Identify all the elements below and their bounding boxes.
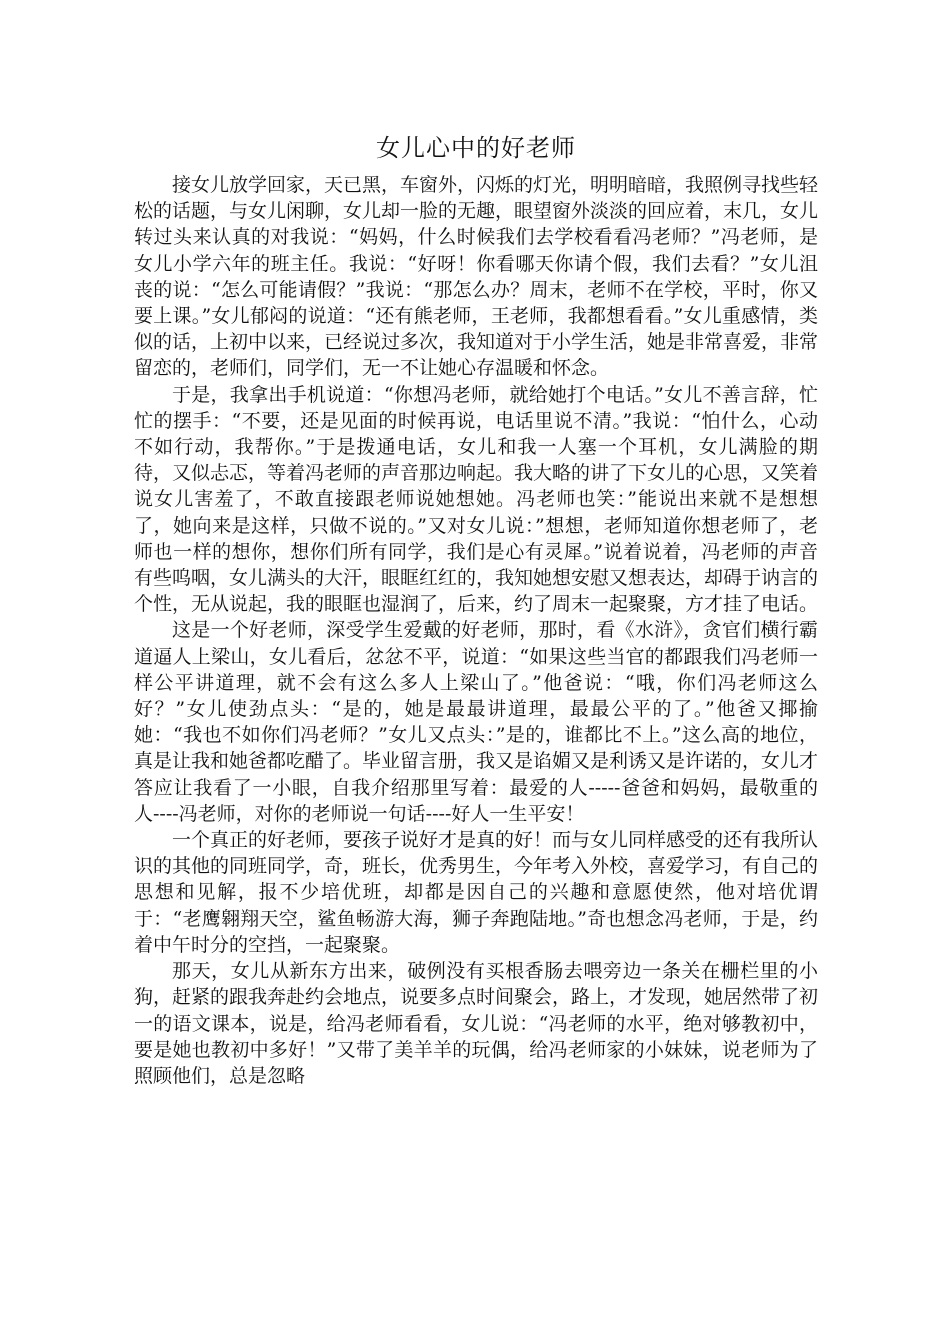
paragraph: 于是，我拿出手机说道：“你想冯老师，就给她打个电话。”女儿不善言辞，忙忙的摆手：“不要，还是见面的时候再说，电话里说不清。”我说：“怕什么，心动不如行动，我帮你。”于是拨通电话，女儿和我一人塞一个耳机，女儿满脸的期待，又似忐忑，等着冯老师的声音那边响起。我大略的讲了下女儿的心思，又笑着说女儿害羞了，不敢直接跟老师说她想她。冯老师也笑：”能说出来就不是想想了，她向来是这样，只做不说的。”又对女儿说：”想想，老师知道你想老师了，老师也一样的想你，想你们所有同学，我们是心有灵犀。”说着说着，冯老师的声音有些呜咽，女儿满头的大汗，眼眶红红的，我知她想安慰又想表达，却碍于讷言的个性，无从说起，我的眼眶也湿润了，后来，约了周末一起聚聚，方才挂了电话。 [134, 383, 819, 616]
paragraph: 那天，女儿从新东方出来，破例没有买根香肠去喂旁边一条关在栅栏里的小狗，赶紧的跟我奔赴约会地点，说要多点时间聚会，路上，才发现，她居然带了初一的语文课本，说是，给冯老师看看，女儿说：“冯老师的水平，绝对够教初中，要是她也教初中多好！”又带了美羊羊的玩偶，给冯老师家的小妹妹，说老师为了照顾他们，总是忽略 [134, 960, 819, 1087]
document-title: 女儿心中的好老师 [376, 134, 576, 162]
paragraph: 一个真正的好老师，要孩子说好才是真的好！而与女儿同样感受的还有我所认识的其他的同班同学，奇，班长，优秀男生，今年考入外校，喜爱学习，有自己的思想和见解，报不少培优班，却都是因自己的兴趣和意愿使然，他对培优谓于：“老鹰翱翔天空，鲨鱼畅游大海，狮子奔跑陆地。”奇也想念冯老师，于是，约着中午时分的空挡，一起聚聚。 [134, 829, 819, 956]
paragraph: 这是一个好老师，深受学生爱戴的好老师，那时，看《水浒》，贪官们横行霸道逼人上梁山，女儿看后，忿忿不平，说道：“如果这些当官的都跟我们冯老师一样公平讲道理，就不会有这么多人上梁山了。”他爸说：“哦，你们冯老师这么好？”女儿使劲点头：“是的，她是最最讲道理，最最公平的了。”他爸又揶揄她：“我也不如你们冯老师？”女儿又点头：”是的，谁都比不上。”这么高的地位，真是让我和她爸都吃醋了。毕业留言册，我又是谄媚又是利诱又是许诺的，女儿才答应让我看了一小眼，自我介绍那里写着：最爱的人-----爸爸和妈妈，最敬重的人----冯老师，对你的老师说一句话----好人一生平安！ [134, 619, 819, 825]
document-page [134, 128, 818, 1089]
paragraph: 接女儿放学回家，天已黑，车窗外，闪烁的灯光，明明暗暗，我照例寻找些轻松的话题，与女儿闲聊，女儿却一脸的无趣，眼望窗外淡淡的回应着，末几，女儿转过头来认真的对我说：“妈妈，什么时候我们去学校看看冯老师？”冯老师，是女儿小学六年的班主任。我说：“好呀！你看哪天你请个假，我们去看？”女儿沮丧的说：“怎么可能请假？”我说：“那怎么办？周末，老师不在学校，平时，你又要上课。”女儿郁闷的说道：“还有熊老师，王老师，我都想看看。”女儿重感情，类似的话，上初中以来，已经说过多次，我知道对于小学生活，她是非常喜爱，非常留恋的，老师们，同学们，无一不让她心存温暖和怀念。 [134, 174, 819, 380]
